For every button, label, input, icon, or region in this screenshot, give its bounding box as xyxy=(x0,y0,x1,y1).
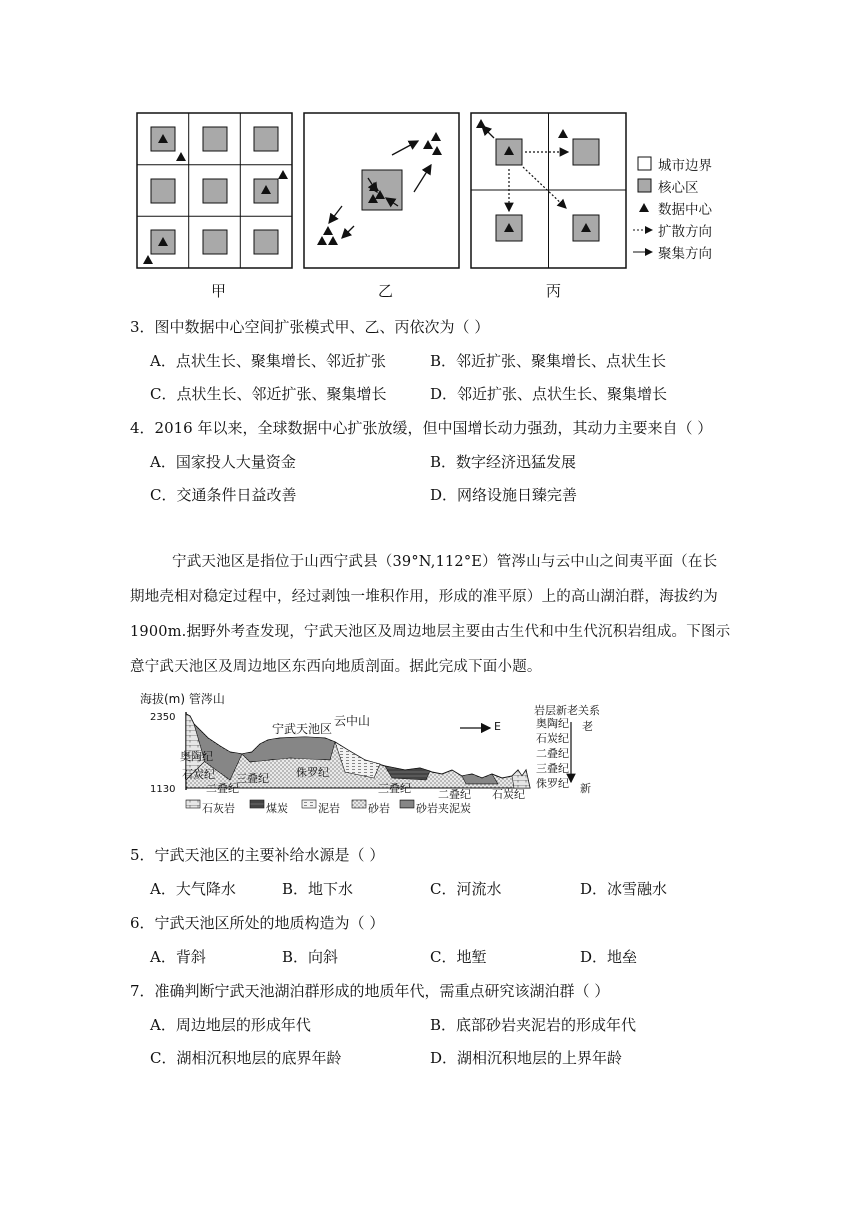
strata-label-jurassic: 侏罗纪 xyxy=(296,766,329,779)
data-center-expansion-figure xyxy=(130,108,740,298)
altitude-top-value: 2350 xyxy=(150,712,176,723)
altitude-bottom-value: 1130 xyxy=(150,784,176,795)
q4-option-c[interactable]: C．交通条件日益改善 xyxy=(150,486,297,504)
altitude-unit: 海拔(m) xyxy=(140,692,186,706)
q4-option-d[interactable]: D．网络设施日臻完善 xyxy=(430,486,578,504)
passage-line-3: 1900m.据野外考查发现，宁武天池区及周边地层主要由古生代和中生代沉积岩组成。下图示 xyxy=(130,624,731,640)
passage-line-1: 宁武天池区是指位于山西宁武县（39°N,112°E）管涔山与云中山之间夷平面（在长 xyxy=(172,554,718,570)
strata-label-ordovician: 奥陶纪 xyxy=(180,750,213,763)
q3-option-a[interactable]: A．点状生长、聚集增长、邻近扩张 xyxy=(150,352,386,370)
legend-diffusion-direction: 扩散方向 xyxy=(658,224,712,240)
question-7-stem: 7．准确判断宁武天池湖泊群形成的地质年代，需重点研究该湖泊群（ ） xyxy=(130,982,610,1000)
altitude-axis-label xyxy=(140,690,225,707)
legend-core-area: 核心区 xyxy=(658,180,699,196)
rock-legend-coal: 煤炭 xyxy=(266,802,288,815)
east-direction-label: E xyxy=(494,720,501,733)
age-jurassic: 侏罗纪 xyxy=(536,777,569,790)
passage-line-4: 意宁武天池区及周边地区东西向地质剖面。据此完成下面小题。 xyxy=(130,659,542,675)
q7-option-d[interactable]: D．湖相沉积地层的上界年龄 xyxy=(430,1049,623,1067)
strata-label-triassic-east: 三叠纪 xyxy=(378,782,411,795)
q7-option-b[interactable]: B．底部砂岩夹泥岩的形成年代 xyxy=(430,1016,637,1034)
q6-option-a[interactable]: A．背斜 xyxy=(150,948,206,966)
legend-data-center: 数据中心 xyxy=(658,202,712,218)
rock-legend-sandstone-peat: 砂岩夹泥炭 xyxy=(416,802,471,815)
age-permian: 二叠纪 xyxy=(536,747,569,760)
q4-option-a[interactable]: A．国家投人大量资金 xyxy=(150,453,296,471)
rock-legend-limestone: 石灰岩 xyxy=(202,802,235,815)
question-6-stem: 6．宁武天池区所处的地质构造为（ ） xyxy=(130,914,385,932)
passage-line-2: 期地壳相对稳定过程中，经过剥蚀一堆积作用，形成的准平原）上的高山湖泊群，海拔约为 xyxy=(130,589,718,605)
rock-legend-sandstone: 砂岩 xyxy=(368,802,390,815)
age-triassic: 三叠纪 xyxy=(536,762,569,775)
panel-yi xyxy=(304,113,459,268)
strata-age-old: 老 xyxy=(582,720,593,733)
q7-option-a[interactable]: A．周边地层的形成年代 xyxy=(150,1016,311,1034)
legend-labels xyxy=(658,155,712,265)
q3-option-b[interactable]: B．邻近扩张、聚集增长、点状生长 xyxy=(430,352,667,370)
panel-label-bing: 丙 xyxy=(546,282,562,300)
q3-option-d[interactable]: D．邻近扩张、点状生长、聚集增长 xyxy=(430,385,668,403)
panel-label-jia: 甲 xyxy=(211,282,227,300)
rock-legend-mudstone: 泥岩 xyxy=(318,802,340,815)
panel-jia xyxy=(137,113,292,268)
q6-option-d[interactable]: D．地垒 xyxy=(580,948,638,966)
age-ordovician: 奥陶纪 xyxy=(536,717,569,730)
q6-option-c[interactable]: C．地堑 xyxy=(430,948,487,966)
figure1-legend xyxy=(633,157,652,252)
panel-label-yi: 乙 xyxy=(378,282,394,300)
question-3-stem: 3．图中数据中心空间扩张模式甲、乙、丙依次为（ ） xyxy=(130,318,490,336)
strata-label-carboniferous-east: 石炭纪 xyxy=(492,788,525,801)
q5-option-a[interactable]: A．大气降水 xyxy=(150,880,236,898)
question-5-stem: 5．宁武天池区的主要补给水源是（ ） xyxy=(130,846,385,864)
legend-city-boundary: 城市边界 xyxy=(658,158,712,174)
q4-option-b[interactable]: B．数字经济迅猛发展 xyxy=(430,453,577,471)
strata-label-carboniferous: 石炭纪 xyxy=(182,768,215,781)
strata-label-triassic: 三叠纪 xyxy=(236,772,269,785)
yunzhong-mountain-label: 云中山 xyxy=(334,714,371,728)
ningwu-lake-area-label: 宁武天池区 xyxy=(272,722,333,736)
q5-option-b[interactable]: B．地下水 xyxy=(282,880,354,898)
q6-option-b[interactable]: B．向斜 xyxy=(282,948,339,966)
strata-age-title: 岩层新老关系 xyxy=(534,704,600,717)
q5-option-c[interactable]: C．河流水 xyxy=(430,880,502,898)
q5-option-d[interactable]: D．冰雪融水 xyxy=(580,880,668,898)
strata-age-new: 新 xyxy=(580,782,591,795)
q3-option-c[interactable]: C．点状生长、邻近扩张、聚集增长 xyxy=(150,385,387,403)
question-4-stem: 4．2016 年以来，全球数据中心扩张放缓，但中国增长动力强劲，其动力主要来自（ ） xyxy=(130,419,713,437)
strata-age-list xyxy=(536,716,569,791)
guancen-mountain-label: 管涔山 xyxy=(188,692,225,706)
strata-label-permian: 二叠纪 xyxy=(206,782,239,795)
legend-aggregation-direction: 聚集方向 xyxy=(658,246,712,262)
age-carboniferous: 石炭纪 xyxy=(536,732,569,745)
panel-bing xyxy=(471,113,626,268)
q7-option-c[interactable]: C．湖相沉积地层的底界年龄 xyxy=(150,1049,342,1067)
strata-label-permian-east: 二叠纪 xyxy=(438,788,471,801)
